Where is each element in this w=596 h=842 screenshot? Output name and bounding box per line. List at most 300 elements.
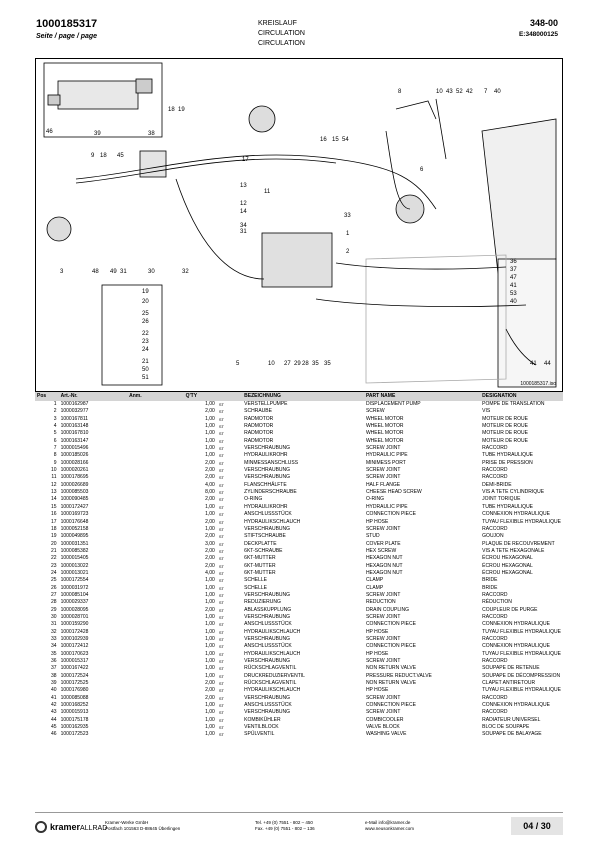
row-unit: ST <box>218 600 224 606</box>
header-title <box>258 19 305 49</box>
svg-text:23: 23 <box>142 339 149 345</box>
row-bezeichnung: VERSCHRAUBUNG <box>244 613 291 620</box>
row-unit: ST <box>218 402 224 407</box>
row-art-nr: 1000015913 <box>60 709 89 716</box>
row-art-nr: 1000013022 <box>60 562 89 569</box>
svg-text:28: 28 <box>302 361 309 367</box>
row-anm <box>127 541 183 548</box>
row-art-nr: 1000085104 <box>60 591 89 598</box>
row-bezeichnung: VERSCHRAUBUNG <box>244 467 291 474</box>
page-number: 04 / 30 <box>511 817 563 835</box>
row-unit: ST <box>218 519 224 525</box>
row-pos: 39 <box>51 680 57 687</box>
svg-text:52: 52 <box>456 89 463 95</box>
row-part-name: SCREW JOINT <box>365 636 401 642</box>
table-row <box>35 695 563 702</box>
row-art-nr: 1000175178 <box>60 716 89 723</box>
row-designation: RACCORD <box>482 709 508 716</box>
row-designation: BRIDE <box>482 584 498 591</box>
row-pos: 12 <box>51 481 57 488</box>
table-row <box>35 496 563 503</box>
row-pos: 11 <box>51 474 57 481</box>
table-row <box>35 489 563 496</box>
row-unit: ST <box>218 695 224 701</box>
row-unit: ST <box>218 585 224 591</box>
row-unit: ST <box>218 644 224 650</box>
table-row <box>35 607 563 614</box>
row-unit: ST <box>218 703 224 709</box>
row-designation: SOUPAPE DE RETENUE <box>482 665 540 672</box>
row-art-nr: 1000090485 <box>60 496 89 503</box>
row-pos: 45 <box>51 724 57 731</box>
row-qty: 1,00 <box>205 415 215 422</box>
row-bezeichnung: ZYLINDERSCHRAUBE <box>244 489 297 496</box>
svg-text:45: 45 <box>117 153 124 159</box>
row-unit: ST <box>218 548 224 554</box>
row-pos: 24 <box>51 569 57 576</box>
svg-text:40: 40 <box>510 299 517 305</box>
row-unit: ST <box>218 453 224 459</box>
row-art-nr: 1000167422 <box>60 665 89 672</box>
hose-40 <box>336 263 506 269</box>
row-designation: MOTEUR DE ROUE <box>482 415 529 422</box>
row-qty: 1,00 <box>205 716 215 723</box>
row-designation: DEMI-BRIDE <box>482 481 512 488</box>
row-pos: 15 <box>51 503 57 510</box>
row-part-name: HP HOSE <box>365 518 389 525</box>
row-part-name: SCREW <box>365 408 385 415</box>
row-bezeichnung: VERSCHRAUBUNG <box>244 694 291 701</box>
row-qty: 2,00 <box>205 555 215 562</box>
row-anm <box>127 496 183 503</box>
svg-text:48: 48 <box>92 269 99 275</box>
website[interactable]: www.neusonkramer.com <box>365 826 415 831</box>
row-bezeichnung: MINMESSANSCHLUSS <box>244 459 299 466</box>
row-designation: CONNEXION HYDRAULIQUE <box>482 643 550 650</box>
row-unit: ST <box>218 424 224 430</box>
row-unit: ST <box>218 710 224 716</box>
phone-number: Tel. +49 (0) 7551 - 802 – 450 <box>255 820 313 825</box>
row-anm <box>127 621 183 628</box>
row-anm <box>127 651 183 658</box>
svg-text:53: 53 <box>510 291 517 297</box>
row-anm <box>127 599 183 606</box>
row-unit: ST <box>218 681 224 687</box>
row-anm <box>127 695 183 702</box>
row-bezeichnung: HYDRAULIKSCHLAUCH <box>244 628 301 635</box>
row-anm <box>127 533 183 540</box>
col-part-name: PART NAME <box>364 392 480 401</box>
row-bezeichnung: HYDRAULIKSCHLAUCH <box>244 650 301 657</box>
row-art-nr: 1000032977 <box>60 408 89 415</box>
row-anm <box>127 489 183 496</box>
table-row <box>35 563 563 570</box>
row-bezeichnung: SCHELLE <box>244 584 267 591</box>
row-pos: 46 <box>51 731 57 738</box>
row-part-name: SCREW JOINT <box>365 709 401 716</box>
svg-text:35: 35 <box>324 361 331 367</box>
row-pos: 10 <box>51 467 57 474</box>
row-designation: BLOC DE SOUPAPE <box>482 724 530 731</box>
svg-text:50: 50 <box>142 367 149 373</box>
svg-text:12: 12 <box>240 201 247 207</box>
title-en: CIRCULATION <box>258 30 305 37</box>
svg-text:46: 46 <box>46 129 53 135</box>
table-row <box>35 430 563 437</box>
row-unit: ST <box>218 504 224 510</box>
row-qty: 1,00 <box>205 445 215 452</box>
row-designation: TUBE HYDRAULIQUE <box>482 503 534 510</box>
row-pos: 32 <box>51 628 57 635</box>
row-designation: RACCORD <box>482 445 508 452</box>
row-bezeichnung: HYDRAULIKSCHLAUCH <box>244 687 301 694</box>
row-unit: ST <box>218 556 224 562</box>
row-designation: TUYAU FLEXIBLE HYDRAULIQUE <box>482 628 561 635</box>
row-qty: 1,00 <box>205 584 215 591</box>
row-designation: JOINT TORIQUE <box>482 496 521 503</box>
row-designation: GOUJON <box>482 533 504 540</box>
row-part-name: CONNECTION PIECE <box>365 621 416 628</box>
row-unit: ST <box>218 666 224 672</box>
table-row <box>35 541 563 548</box>
row-part-name: CHEESE HEAD SCREW <box>365 489 422 496</box>
svg-text:37: 37 <box>510 267 517 273</box>
brand-suffix: ALLRAD <box>80 825 108 832</box>
row-art-nr: 1000176980 <box>60 687 89 694</box>
row-pos: 28 <box>51 599 57 606</box>
row-art-nr: 1000031351 <box>60 540 89 547</box>
row-anm <box>127 687 183 694</box>
row-part-name: HYDRAULIC PIPE <box>365 503 408 510</box>
table-row <box>35 614 563 621</box>
row-bezeichnung: VERSCHRAUBUNG <box>244 636 291 642</box>
row-anm <box>127 658 183 665</box>
row-anm <box>127 511 183 518</box>
row-qty: 1,00 <box>205 731 215 738</box>
svg-text:16: 16 <box>320 137 327 143</box>
row-qty: 2,00 <box>205 467 215 474</box>
table-row <box>35 599 563 606</box>
table-row <box>35 452 563 459</box>
row-art-nr: 1000049895 <box>60 533 89 540</box>
kramer-logo <box>35 821 107 833</box>
row-anm <box>127 585 183 592</box>
row-art-nr: 1000159290 <box>60 621 89 628</box>
row-art-nr: 1000028166 <box>60 459 89 466</box>
table-row <box>35 585 563 592</box>
row-part-name: SCREW JOINT <box>365 445 401 452</box>
header-right <box>519 18 558 38</box>
row-bezeichnung: VERSCHRAUBUNG <box>244 709 291 716</box>
parts-table-body <box>35 401 563 739</box>
row-part-name: WASHING VALVE <box>365 731 407 738</box>
row-designation: MOTEUR DE ROUE <box>482 437 529 444</box>
group-number: 348-00 <box>529 18 558 28</box>
row-designation: SOUPAPE DE BALAYAGE <box>482 731 542 738</box>
table-row <box>35 445 563 452</box>
row-part-name: HEX SCREW <box>365 547 397 554</box>
table-row <box>35 731 563 738</box>
exploded-drawing <box>35 58 563 392</box>
row-part-name: PRESSURE REDUCT.VALVE <box>365 672 432 679</box>
svg-text:32: 32 <box>182 269 189 275</box>
row-anm <box>127 438 183 445</box>
row-part-name: CONNECTION PIECE <box>365 511 416 518</box>
row-bezeichnung: RADMOTOR <box>244 437 274 444</box>
pipe-8 <box>396 101 436 119</box>
svg-text:31: 31 <box>120 269 127 275</box>
row-qty: 2,00 <box>205 694 215 701</box>
col-pos: Pos <box>35 392 59 401</box>
row-anm <box>127 548 183 555</box>
row-anm <box>127 445 183 452</box>
kramer-logo-icon <box>35 821 47 833</box>
row-anm <box>127 423 183 430</box>
table-row <box>35 621 563 628</box>
wheel-motor-3 <box>47 217 71 241</box>
svg-text:41: 41 <box>510 283 517 289</box>
row-art-nr: 1000185026 <box>60 452 89 459</box>
svg-text:38: 38 <box>148 131 155 137</box>
svg-text:35: 35 <box>312 361 319 367</box>
table-row <box>35 408 563 415</box>
row-pos: 20 <box>51 540 57 547</box>
svg-text:27: 27 <box>284 361 291 367</box>
row-part-name: SCREW JOINT <box>365 658 401 665</box>
row-part-name: CONNECTION PIECE <box>365 702 416 709</box>
row-unit: ST <box>218 725 224 731</box>
row-part-name: SCREW JOINT <box>365 694 401 701</box>
row-unit: ST <box>218 512 224 518</box>
row-pos: 13 <box>51 489 57 496</box>
row-unit: ST <box>218 482 224 488</box>
row-art-nr: 1000172554 <box>60 577 89 584</box>
row-art-nr: 1000085088 <box>60 694 89 701</box>
svg-text:34: 34 <box>240 223 247 229</box>
table-row <box>35 709 563 716</box>
svg-text:10: 10 <box>268 361 275 367</box>
row-art-nr: 1000167810 <box>60 430 89 437</box>
row-bezeichnung: 6KT-SCHRAUBE <box>244 547 283 554</box>
svg-text:39: 39 <box>94 131 101 137</box>
svg-text:30: 30 <box>148 269 155 275</box>
row-anm <box>127 430 183 437</box>
row-designation: MOTEUR DE ROUE <box>482 423 529 430</box>
table-row <box>35 423 563 430</box>
row-anm <box>127 709 183 716</box>
row-part-name: WHEEL MOTOR <box>365 423 404 430</box>
row-part-name: HP HOSE <box>365 628 389 635</box>
table-row <box>35 504 563 511</box>
table-row <box>35 467 563 474</box>
row-art-nr: 1000176648 <box>60 518 89 525</box>
table-header-row <box>35 392 563 401</box>
row-anm <box>127 519 183 526</box>
col-anm: Anm. <box>127 392 183 401</box>
row-qty: 1,00 <box>205 628 215 635</box>
row-bezeichnung: DECKPLATTE <box>244 540 277 547</box>
table-row <box>35 577 563 584</box>
row-pos: 43 <box>51 709 57 716</box>
e-number: E:348000125 <box>518 31 558 38</box>
row-bezeichnung: KOMBIKÜHLER <box>244 716 281 723</box>
svg-text:11: 11 <box>264 189 271 195</box>
row-pos: 7 <box>53 445 57 452</box>
fax-number: Fax. +49 (0) 7551 - 802 – 136 <box>255 826 315 831</box>
row-part-name: COVER PLATE <box>365 540 401 547</box>
row-unit: ST <box>218 526 224 532</box>
row-art-nr: 1000167811 <box>60 415 89 422</box>
row-unit: ST <box>218 717 224 723</box>
row-art-nr: 1000163148 <box>60 423 89 430</box>
row-art-nr: 1000031972 <box>60 584 89 591</box>
table-row <box>35 438 563 445</box>
row-qty: 2,00 <box>205 459 215 466</box>
row-qty: 1,00 <box>205 650 215 657</box>
svg-text:6: 6 <box>420 167 424 173</box>
row-qty: 3,00 <box>205 540 215 547</box>
row-art-nr: 1000170623 <box>60 650 89 657</box>
svg-text:5: 5 <box>236 361 240 367</box>
svg-text:18: 18 <box>100 153 107 159</box>
row-designation: RACCORD <box>482 694 508 701</box>
row-part-name: WHEEL MOTOR <box>365 430 404 437</box>
table-row <box>35 460 563 467</box>
row-art-nr: 1000172523 <box>60 731 89 738</box>
row-art-nr: 1000172427 <box>60 503 89 510</box>
col-qty: Q'TY <box>184 392 243 401</box>
row-qty: 1,00 <box>205 665 215 672</box>
row-art-nr: 1000015317 <box>60 658 89 665</box>
figure-caption: 1000185317.iso <box>520 381 556 387</box>
row-art-nr: 1000026689 <box>60 481 89 488</box>
svg-text:18: 18 <box>168 107 175 113</box>
row-designation: BRIDE <box>482 577 498 584</box>
svg-text:29: 29 <box>294 361 301 367</box>
row-anm <box>127 592 183 599</box>
row-qty: 1,00 <box>205 621 215 628</box>
row-qty: 2,00 <box>205 680 215 687</box>
row-designation: RACCORD <box>482 613 508 620</box>
row-designation: RACCORD <box>482 591 508 598</box>
row-part-name: HP HOSE <box>365 650 389 657</box>
email-address[interactable]: e-Mail info@kramer.de <box>365 820 411 825</box>
row-anm <box>127 577 183 584</box>
row-unit: ST <box>218 673 224 679</box>
hose-17 <box>76 155 436 209</box>
table-row <box>35 643 563 650</box>
row-part-name: O-RING <box>365 496 384 503</box>
row-designation: CONNEXION HYDRAULIQUE <box>482 511 550 518</box>
row-designation: VIS <box>482 408 491 415</box>
table-row <box>35 519 563 526</box>
row-bezeichnung: ANSCHLUSSSTÜCK <box>244 702 292 709</box>
row-pos: 17 <box>51 518 57 525</box>
row-qty: 1,00 <box>205 724 215 731</box>
row-pos: 37 <box>51 665 57 672</box>
row-bezeichnung: VERSCHRAUBUNG <box>244 474 291 481</box>
svg-text:24: 24 <box>142 347 149 353</box>
row-qty: 8,00 <box>205 489 215 496</box>
svg-text:47: 47 <box>510 275 517 281</box>
row-unit: ST <box>218 475 224 481</box>
svg-text:44: 44 <box>544 361 551 367</box>
table-row <box>35 555 563 562</box>
table-row <box>35 526 563 533</box>
row-pos: 42 <box>51 702 57 709</box>
row-art-nr: 1000162987 <box>60 401 89 407</box>
row-unit: ST <box>218 490 224 496</box>
row-unit: ST <box>218 460 224 466</box>
row-qty: 2,00 <box>205 687 215 694</box>
row-anm <box>127 401 183 408</box>
row-bezeichnung: 6KT-MUTTER <box>244 562 276 569</box>
row-qty: 1,00 <box>205 613 215 620</box>
table-row <box>35 570 563 577</box>
row-art-nr: 1000028701 <box>60 613 89 620</box>
row-pos: 2 <box>53 408 57 415</box>
displacement-pump <box>262 233 332 287</box>
row-pos: 26 <box>51 584 57 591</box>
row-anm <box>127 724 183 731</box>
row-anm <box>127 482 183 489</box>
row-bezeichnung: VERSCHRAUBUNG <box>244 525 291 532</box>
row-art-nr: 1000172525 <box>60 680 89 687</box>
row-art-nr: 1000013021 <box>60 569 89 576</box>
table-row <box>35 636 563 643</box>
engine-outline <box>366 255 506 383</box>
row-anm <box>127 643 183 650</box>
row-designation: RADIATEUR UNIVERSEL <box>482 716 541 723</box>
table-row <box>35 511 563 518</box>
row-qty: 1,00 <box>205 423 215 430</box>
row-anm <box>127 452 183 459</box>
row-unit: ST <box>218 637 224 642</box>
row-part-name: NON RETURN VALVE <box>365 680 417 687</box>
row-art-nr: 1000163147 <box>60 437 89 444</box>
row-pos: 23 <box>51 562 57 569</box>
row-bezeichnung: RADMOTOR <box>244 423 274 430</box>
row-part-name: MINIMESS PORT <box>365 459 406 466</box>
row-unit: ST <box>218 468 224 474</box>
row-pos: 18 <box>51 525 57 532</box>
table-row <box>35 687 563 694</box>
row-qty: 1,00 <box>205 672 215 679</box>
wheel-motor-4 <box>249 106 275 132</box>
row-qty: 2,00 <box>205 562 215 569</box>
row-pos: 3 <box>53 415 57 422</box>
row-designation: PRISE DE PRESSION <box>482 459 533 466</box>
table-row <box>35 416 563 423</box>
row-anm <box>127 673 183 680</box>
row-bezeichnung: REDUZIERUNG <box>244 599 281 606</box>
row-anm <box>127 731 183 738</box>
row-designation: MOTEUR DE ROUE <box>482 430 529 437</box>
row-pos: 6 <box>53 437 57 444</box>
row-part-name: NON RETURN VALVE <box>365 665 417 672</box>
row-bezeichnung: SPÜLVENTIL <box>244 731 275 738</box>
row-pos: 19 <box>51 533 57 540</box>
row-bezeichnung: RADMOTOR <box>244 430 274 437</box>
table-row <box>35 673 563 680</box>
table-row <box>35 482 563 489</box>
header-left <box>36 18 97 40</box>
row-anm <box>127 717 183 724</box>
row-part-name: SCREW JOINT <box>365 591 401 598</box>
title-fr: CIRCULATION <box>258 40 305 47</box>
row-designation: TUBE HYDRAULIQUE <box>482 452 534 459</box>
row-bezeichnung: ABLASSKUPPLUNG <box>244 606 292 613</box>
